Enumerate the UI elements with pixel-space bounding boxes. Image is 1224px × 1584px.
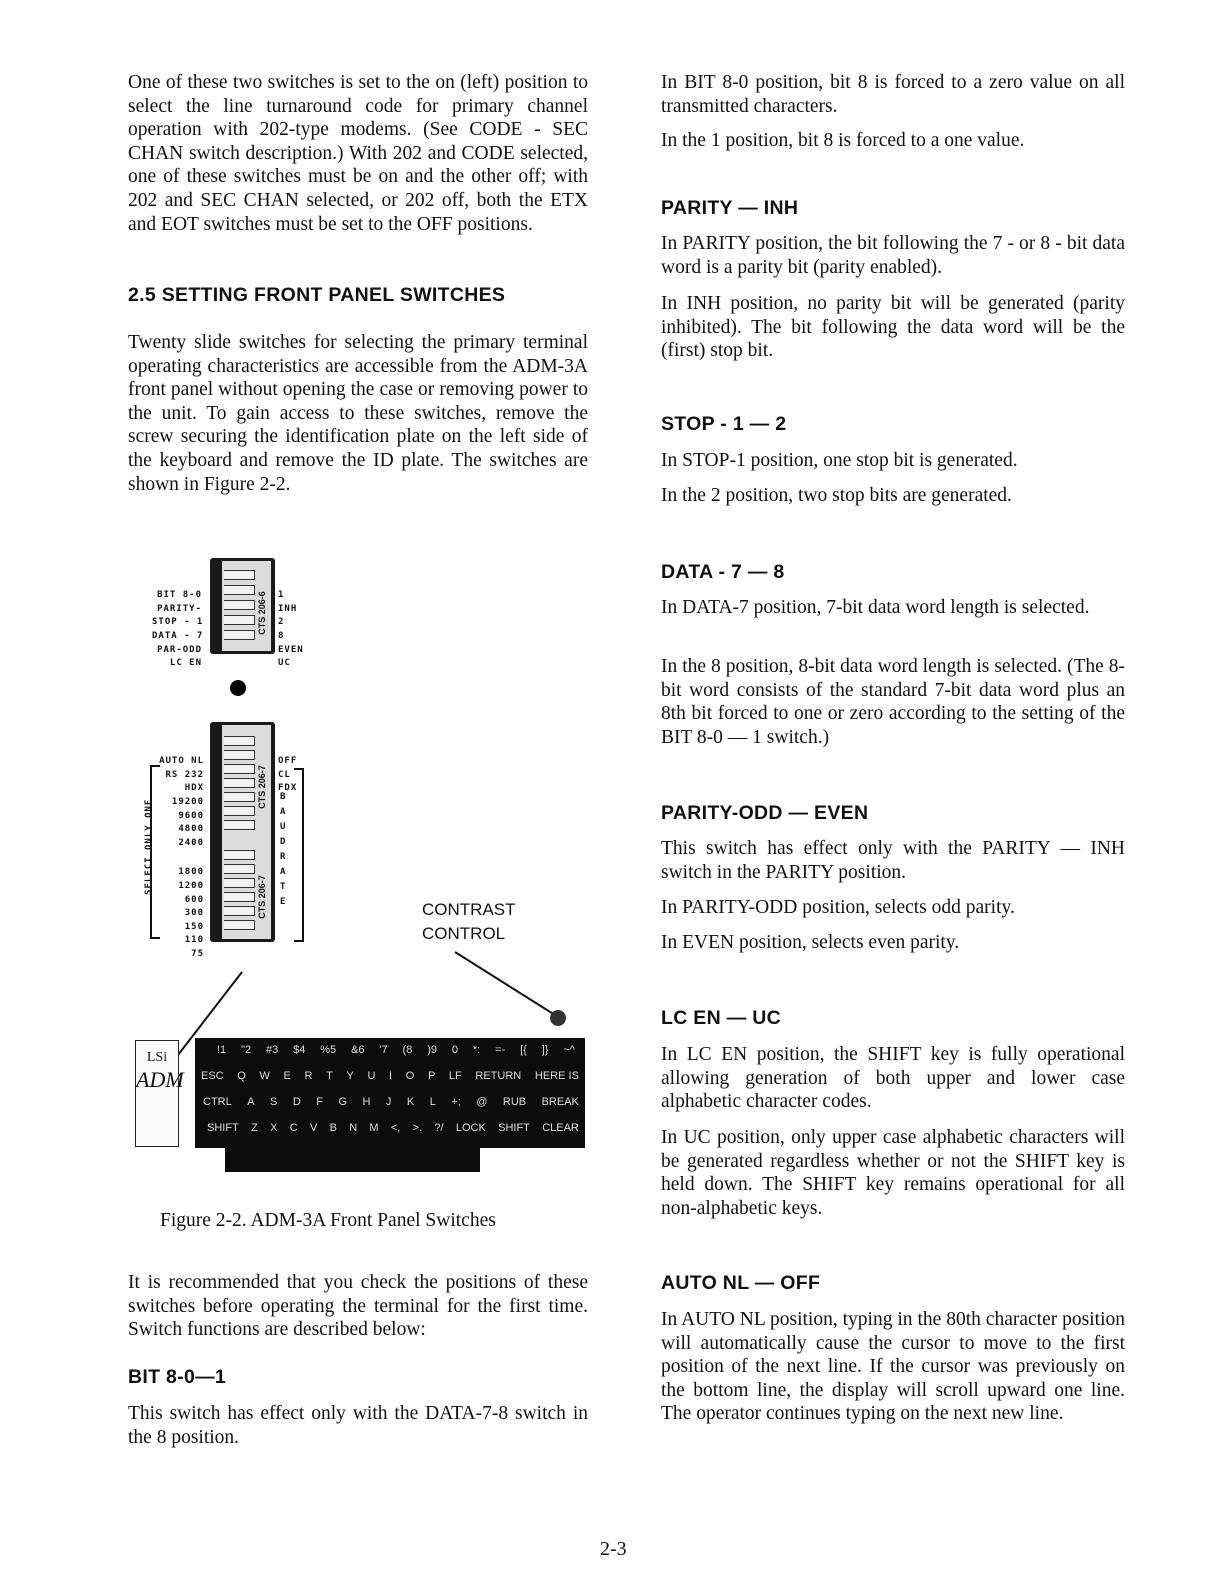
body-paragraph: In PARITY position, the bit following the 7 - or 8 - bit data word is a parity bit (parity enabled).: [661, 233, 1125, 278]
body-paragraph: In PARITY-ODD position, selects odd parity.: [661, 897, 1015, 918]
lower-switch-model-label-2: CTS 206-7: [257, 875, 267, 919]
contrast-label: CONTRAST CONTROL: [422, 900, 516, 943]
body-paragraph: In the 1 position, bit 8 is forced to a one value.: [661, 130, 1025, 151]
keyboard-row-4: SHIFT Z X C V B N M <, >. ?/ LOCK SHIFT CLEAR: [207, 1122, 579, 1134]
parity-heading: PARITY — INH: [661, 197, 799, 219]
body-paragraph: In the 8 position, 8-bit data word length is selected. (The 8-bit word consists of the standard 7-bit data word plus an 8th bit forced to one or zero according to the setting of the BIT 8-0 — 1 switch.): [661, 656, 1125, 748]
body-paragraph: In INH position, no parity bit will be generated (parity inhibited). The bit following the data word will be the (first) stop bit.: [661, 293, 1125, 362]
section-heading: 2.5 SETTING FRONT PANEL SWITCHES: [128, 284, 506, 306]
body-paragraph: It is recommended that you check the positions of these switches before operating the terminal for the first time. Switch functions are described below:: [128, 1272, 588, 1341]
select-only-one-label: SELECT ONLY ONE: [144, 798, 155, 895]
upper-switch-right-labels: 1 INH 2 8 EVEN UC: [278, 590, 304, 669]
figure-caption: Figure 2-2. ADM-3A Front Panel Switches: [160, 1210, 496, 1231]
body-paragraph: In DATA-7 position, 7-bit data word length is selected.: [661, 597, 1090, 618]
body-paragraph: In EVEN position, selects even parity.: [661, 932, 960, 953]
keyboard-spacebar-area: [225, 1148, 480, 1172]
stop-heading: STOP - 1 — 2: [661, 413, 787, 435]
figure-front-panel-switches: [130, 550, 600, 1180]
upper-switch-left-labels: BIT 8-0 PARITY- STOP - 1 DATA - 7 PAR-ODD LC EN: [152, 590, 204, 669]
body-paragraph: Twenty slide switches for selecting the primary terminal operating characteristics are accessible from the ADM-3A front panel without opening the case or removing power to the unit. To gain access to these switches, remove the screw securing the identification plate on the left side of the keyboard and remove the ID plate. The switches are shown in Figure 2-2.: [128, 332, 588, 495]
intro-paragraph: One of these two switches is set to the on (left) position to select the line turnaround code for primary channel operation with 202-type modems. (See CODE - SEC CHAN switch description.) With 202 and CODE selected, one of these switches must be on and the other off; with 202 and SEC CHAN selected, or 202 off, both the ETX and EOT switches must be set to the OFF positions.: [128, 72, 588, 235]
auto-nl-heading: AUTO NL — OFF: [661, 1272, 821, 1294]
lc-heading: LC EN — UC: [661, 1007, 781, 1029]
body-paragraph: In AUTO NL position, typing in the 80th character position will automatically cause the cursor to move to the first position of the next line. If the cursor was previously on the bottom line, the display will scroll upward one line. The operator continues typing on the next new line.: [661, 1309, 1125, 1425]
bit-heading: BIT 8-0—1: [128, 1366, 227, 1388]
contrast-knob-icon[interactable]: [550, 1010, 566, 1026]
body-paragraph: In UC position, only upper case alphabetic characters will be generated regardless whether or not the SHIFT key is held down. The SHIFT key remains operational for all non-alphabetic keys.: [661, 1127, 1125, 1219]
adm-logo-plate: LSi ADM: [135, 1040, 179, 1147]
lower-switch-model-label: CTS 206-7: [257, 765, 267, 809]
lower-switch-right-labels: OFF CL FDX: [278, 756, 298, 794]
lower-switch-left-labels: AUTO NL RS 232 HDX 19200 9600 4800 2400 1800 1200 600 300 150 110 75: [159, 756, 204, 959]
body-paragraph: In BIT 8-0 position, bit 8 is forced to a zero value on all transmitted characters.: [661, 72, 1125, 117]
baud-rate-label: BAUD RATE: [280, 792, 287, 907]
data-heading: DATA - 7 — 8: [661, 561, 785, 583]
keyboard-row-2: ESC Q W E R T Y U I O P LF RETURN HERE IS: [201, 1070, 579, 1082]
keyboard-row-3: CTRL A S D F G H J K L +; @ RUB BREAK: [203, 1096, 579, 1108]
body-paragraph: This switch has effect only with the PARITY — INH switch in the PARITY position.: [661, 838, 1125, 883]
body-paragraph: In LC EN position, the SHIFT key is fully operational allowing generation of both upper and lower case alphabetic character codes.: [661, 1044, 1125, 1113]
parity-odd-heading: PARITY-ODD — EVEN: [661, 802, 869, 824]
keyboard-row-1: !1 "2 #3 $4 %5 &6 '7 (8 )9 0 *: =- [{ ]} ~^: [217, 1044, 575, 1056]
body-paragraph: In the 2 position, two stop bits are generated.: [661, 485, 1012, 506]
keyboard: [195, 1038, 585, 1148]
page-number: 2-3: [600, 1538, 627, 1560]
body-paragraph: In STOP-1 position, one stop bit is generated.: [661, 450, 1018, 471]
body-paragraph: This switch has effect only with the DATA-7-8 switch in the 8 position.: [128, 1403, 588, 1448]
upper-switch-model-label: CTS 206-6: [257, 591, 267, 635]
